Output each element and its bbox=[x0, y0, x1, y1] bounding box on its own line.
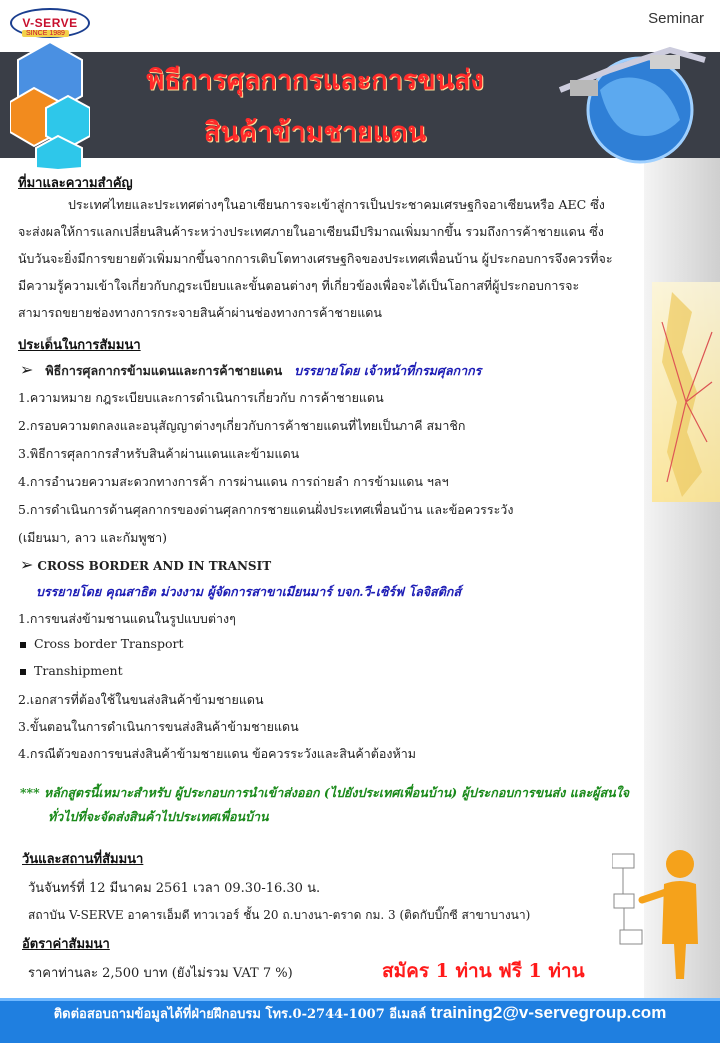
square-bullet-icon bbox=[20, 669, 26, 675]
asean-map-illustration bbox=[652, 282, 720, 502]
arrow-bullet-icon: ➢ bbox=[20, 555, 34, 574]
part1-speaker: บรรยายโดย เจ้าหน้าที่กรมศุลกากร bbox=[294, 363, 482, 378]
topic-subitem bbox=[20, 663, 123, 678]
schedule-date: วันจันทร์ที่ 12 มีนาคม 2561 เวลา 09.30-16.30 น. bbox=[28, 881, 321, 896]
topic-subitem-label: Transhipment bbox=[34, 663, 123, 678]
page-title-line2: สินค้าข้ามชายแดน bbox=[203, 117, 427, 148]
schedule-heading: วันและสถานที่สัมมนา bbox=[22, 852, 144, 867]
promo-text: สมัคร 1 ท่าน ฟรี 1 ท่าน bbox=[382, 960, 585, 982]
topic-item: 4.การอำนวยความสะดวกทางการค้า การผ่านแดน การถ่ายลำ การข้ามแดน ฯลฯ bbox=[18, 474, 449, 489]
part2-title-row bbox=[20, 555, 271, 574]
topic-item: 2.กรอบความตกลงและอนุสัญญาต่างๆเกี่ยวกับการค้าชายแดนที่ไทยเป็นภาคี สมาชิก bbox=[18, 418, 466, 433]
topic-subitem-label: Cross border Transport bbox=[34, 636, 184, 651]
page-title-line1: พิธีการศุลกากรและการขนส่ง bbox=[146, 65, 484, 96]
fee-price: ราคาท่านละ 2,500 บาท (ยังไม่รวม VAT 7 %) bbox=[28, 966, 293, 981]
logo-text: V-SERVE bbox=[22, 16, 78, 30]
hexagon-decor-icon bbox=[10, 40, 90, 170]
footer-contact bbox=[0, 1003, 720, 1024]
background-line: สามารถขยายช่องทางการกระจายสินค้าผ่านช่องทางการค้าชายแดน bbox=[18, 305, 382, 320]
background-line: นับวันจะยิ่งมีการขยายตัวเพิ่มมากขึ้นจากการเติบโตทางเศรษฐกิจของประเทศเพื่อนบ้าน ผู้ประกอบการจึงควรที่จะ bbox=[18, 251, 613, 266]
topic-item: 2.เอกสารที่ต้องใช้ในขนส่งสินค้าข้ามชายแดน bbox=[18, 692, 264, 707]
topic-item: 1.การขนส่งข้ามชานแดนในรูปแบบต่างๆ bbox=[18, 611, 236, 626]
background-line: ประเทศไทยและประเทศต่างๆในอาเซียนการจะเข้าสู่การเป็นประชาคมเศรษฐกิจอาเซียนหรือ AEC ซึ่ง bbox=[68, 197, 605, 212]
globe-logistics-icon bbox=[540, 30, 715, 170]
part1-title: พิธีการศุลกากรข้ามแดนและการค้าชายแดน bbox=[45, 363, 283, 378]
audience-line: *** หลักสูตรนี้เหมาะสำหรับ ผู้ประกอบการนำเข้าส่งออก (ไปยังประเทศเพื่อนบ้าน) ผู้ประกอบการขนส่ง และผู้สนใจ bbox=[20, 785, 630, 800]
topic-item: 5.การดำเนินการด้านศุลกากรของด่านศุลกากรชายแดนฝั่งประเทศเพื่อนบ้าน และข้อควรระวัง bbox=[18, 502, 514, 517]
topic-item: 1.ความหมาย กฎระเบียบและการดำเนินการเกี่ยวกับ การค้าชายแดน bbox=[18, 390, 384, 405]
audience-line: ทั่วไปที่จะจัดส่งสินค้าไปประเทศเพื่อนบ้าน bbox=[48, 809, 269, 824]
square-bullet-icon bbox=[20, 642, 26, 648]
background-line: จะส่งผลให้การแลกเปลี่ยนสินค้าระหว่างประเทศภายในอาเซียนมีปริมาณเพิ่มมากขึ้น รวมถึงการค้าชายแดน ซึ่ง bbox=[18, 224, 604, 239]
arrow-bullet-icon: ➢ bbox=[20, 360, 34, 379]
since-badge: SINCE 1989 bbox=[22, 30, 69, 37]
part2-speaker: บรรยายโดย คุณสาธิต ม่วงงาม ผู้จัดการสาขาเมียนมาร์ บจก.วี-เซิร์ฟ โลจิสติกส์ bbox=[36, 584, 462, 599]
seminar-label: Seminar bbox=[648, 10, 704, 27]
background-heading: ที่มาและความสำคัญ bbox=[18, 176, 133, 191]
footer-contact-text: ติดต่อสอบถามข้อมูลได้ที่ฝ่ายฝึกอบรม โทร.0-2744-1007 อีเมลล์ bbox=[53, 1007, 431, 1022]
topic-item: 3.ขั้นตอนในการดำเนินการขนส่งสินค้าข้ามชายแดน bbox=[18, 719, 299, 734]
topic-item: 3.พิธีการศุลกากรสำหรับสินค้าผ่านแดนและข้ามแดน bbox=[18, 446, 300, 461]
presenter-figure-icon bbox=[612, 834, 712, 984]
fee-heading: อัตราค่าสัมมนา bbox=[22, 937, 110, 952]
footer-email-link[interactable]: training2@v-servegroup.com bbox=[430, 1003, 667, 1022]
topic-item: (เมียนมา, ลาว และกัมพูชา) bbox=[18, 530, 167, 545]
topics-heading: ประเด็นในการสัมมนา bbox=[18, 338, 141, 353]
topic-item: 4.กรณีตัวของการขนส่งสินค้าข้ามชายแดน ข้อควรระวังและสินค้าต้องห้าม bbox=[18, 746, 417, 761]
part1-title-row bbox=[20, 360, 481, 381]
schedule-venue: สถาบัน V-SERVE อาคารเอ็มดี ทาวเวอร์ ชั้น 20 ถ.บางนา-ตราด กม. 3 (ติดกับบิ๊กซี สาขาบางนา) bbox=[28, 908, 531, 922]
topic-subitem bbox=[20, 636, 183, 651]
background-line: มีความรู้ความเข้าใจเกี่ยวกับกฎระเบียบและขั้นตอนต่างๆ ที่เกี่ยวข้องเพื่อจะได้เป็นโอกาสที่ผู้ประกอบการจะ bbox=[18, 278, 580, 293]
part2-title: CROSS BORDER AND IN TRANSIT bbox=[37, 559, 272, 573]
